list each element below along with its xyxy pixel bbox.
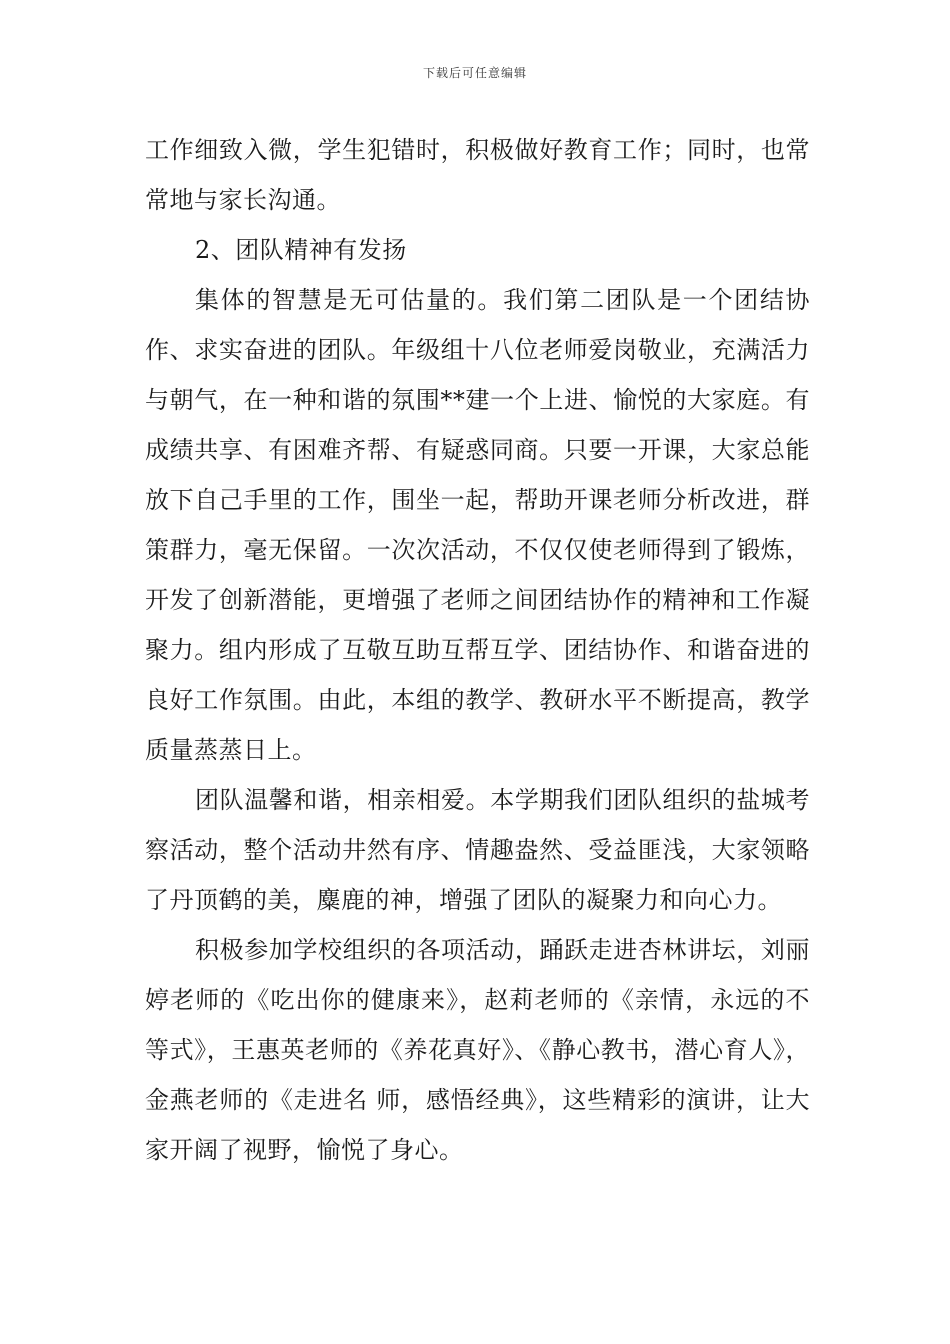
- document-body: [145, 125, 810, 1175]
- paragraph-team-wisdom: 集体的智慧是无可估量的。我们第二团队是一个团结协作、求实奋进的团队。年级组十八位老师爱岗敬业，充满活力与朝气，在一种和谐的氛围**建一个上进、愉悦的大家庭。有成绩共享、有困难齐帮、有疑惑同商。只要一开课，大家总能放下自己手里的工作，围坐一起，帮助开课老师分析改进，群策群力，毫无保留。一次次活动，不仅仅使老师得到了锻炼，开发了创新潜能，更增强了老师之间团结协作的精神和工作凝聚力。组内形成了互敬互助互帮互学、团结协作、和谐奋进的良好工作氛围。由此，本组的教学、教研水平不断提高，教学质量蒸蒸日上。: [145, 286, 810, 764]
- paragraph-continuation: 工作细致入微，学生犯错时，积极做好教育工作；同时，也常常地与家长沟通。: [145, 136, 810, 214]
- page-header: 下载后可任意编辑: [422, 66, 527, 80]
- paragraph-team-harmony: 团队温馨和谐，相亲相爱。本学期我们团队组织的盐城考察活动，整个活动井然有序、情趣盎然、受益匪浅，大家领略了丹顶鹤的美，麋鹿的神，增强了团队的凝聚力和向心力。: [145, 786, 810, 914]
- paragraph-school-activities: 积极参加学校组织的各项活动，踊跃走进杏林讲坛，刘丽婷老师的《吃出你的健康来》，赵莉老师的《亲情，永远的不等式》，王惠英老师的《养花真好》、《静心教书，潜心育人》，金燕老师的《走进名 师，感悟经典》，这些精彩的演讲，让大家开阔了视野，愉悦了身心。: [145, 936, 810, 1164]
- section-heading: 2、团队精神有发扬: [195, 236, 407, 264]
